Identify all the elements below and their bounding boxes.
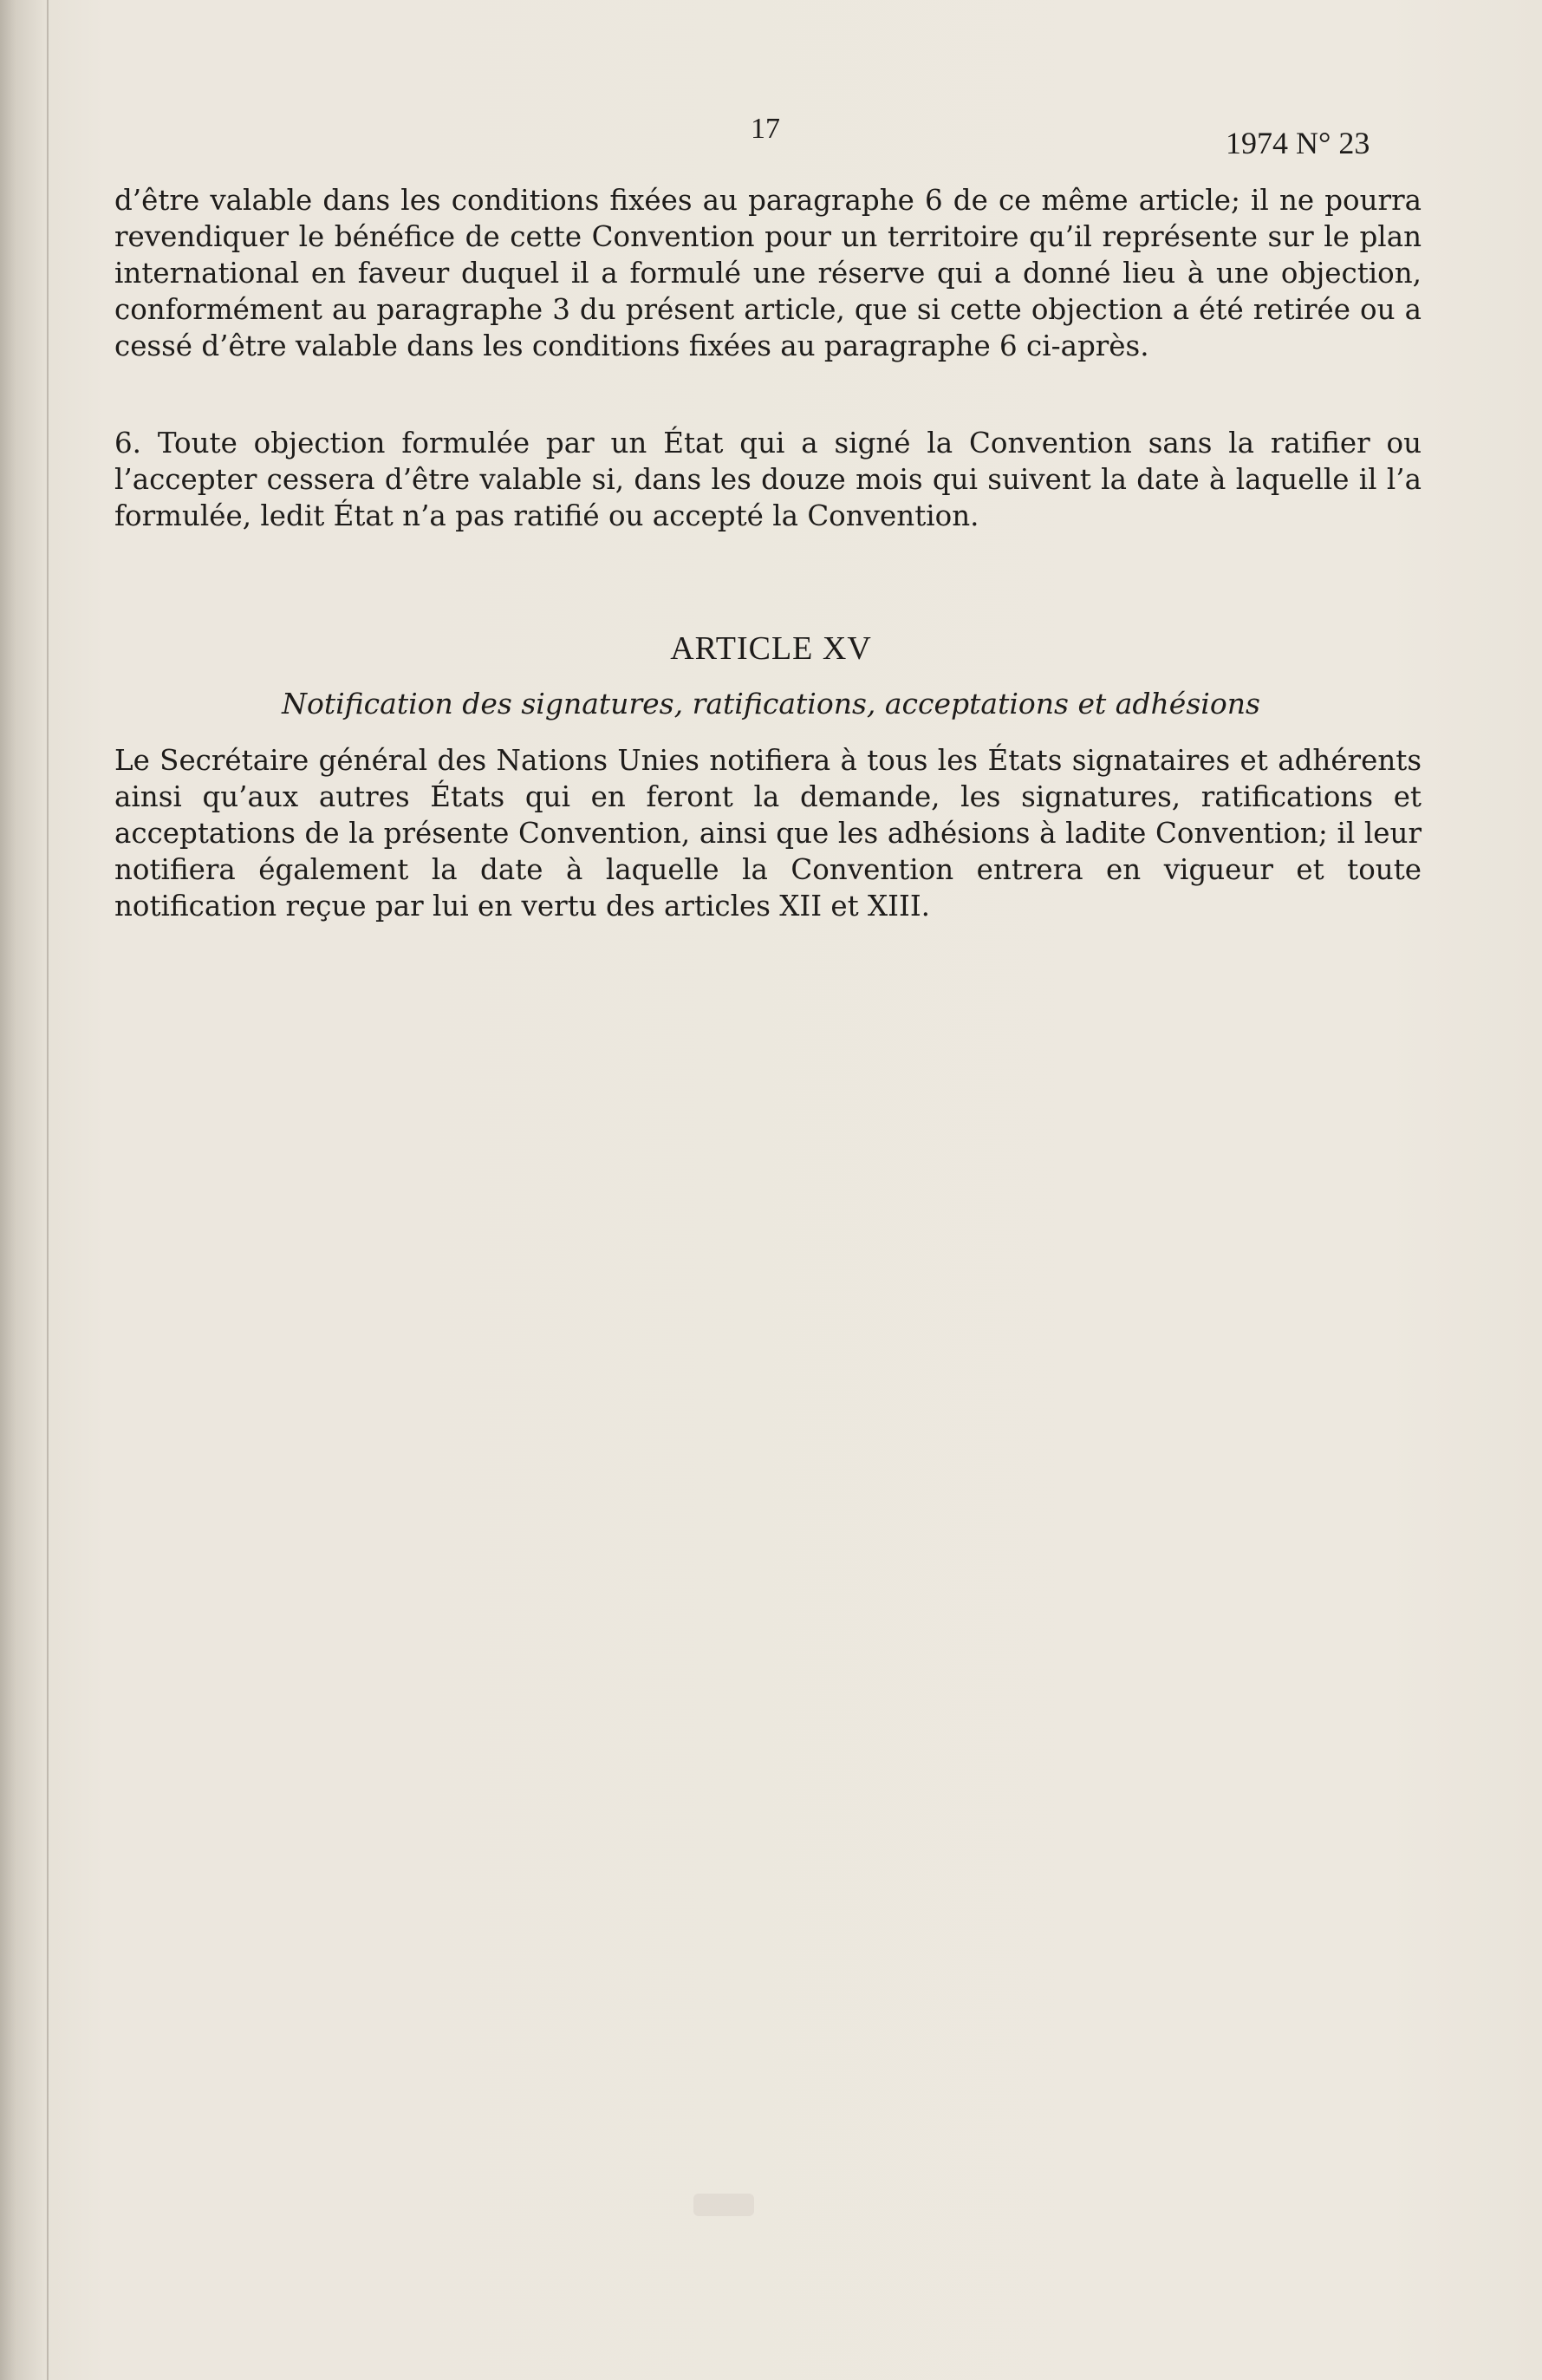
paragraph-continuation: d’être valable dans les conditions fixées au paragraphe 6 de ce même article; il ne pourra revendiquer le bénéfice de cette Convention pour un territoire qu’il représente sur le plan international en faveur duquel il a formulé une réserve qui a donné lieu à une objection, conformément au paragraphe 3 du présent article, que si cette objection a été retirée ou a cessé d’être valable dans les conditions fixées au paragraphe 6 ci-après. <box>114 184 1422 362</box>
binding-gutter <box>47 0 49 2380</box>
paragraph-6: 6. Toute objection formulée par un État qui a signé la Convention sans la ratifier ou l’accepter cessera d’être valable si, dans les douze mois qui suivent la date à laquelle il l’a formulée, ledit État n’a pas ratifié ou accepté la Convention. <box>114 427 1422 532</box>
article-heading: ARTICLE XV <box>670 630 872 667</box>
page-number: 17 <box>751 113 780 145</box>
document-reference: 1974 N° 23 <box>1226 126 1370 160</box>
article-subheading: Notification des signatures, ratifications, acceptations et adhésions <box>282 687 1260 721</box>
bleed-through-mark <box>693 2194 754 2216</box>
paragraph-notification: Le Secrétaire général des Nations Unies notifiera à tous les États signataires et adhérents ainsi qu’aux autres États qui en feront la demande, les signatures, ratifications et acceptations de la présente Convention, ainsi que les adhésions à ladite Convention; il leur notifiera également la date à laquelle la Convention entrera en vigueur et toute notification reçue par lui en vertu des articles XII et XIII. <box>114 744 1422 923</box>
